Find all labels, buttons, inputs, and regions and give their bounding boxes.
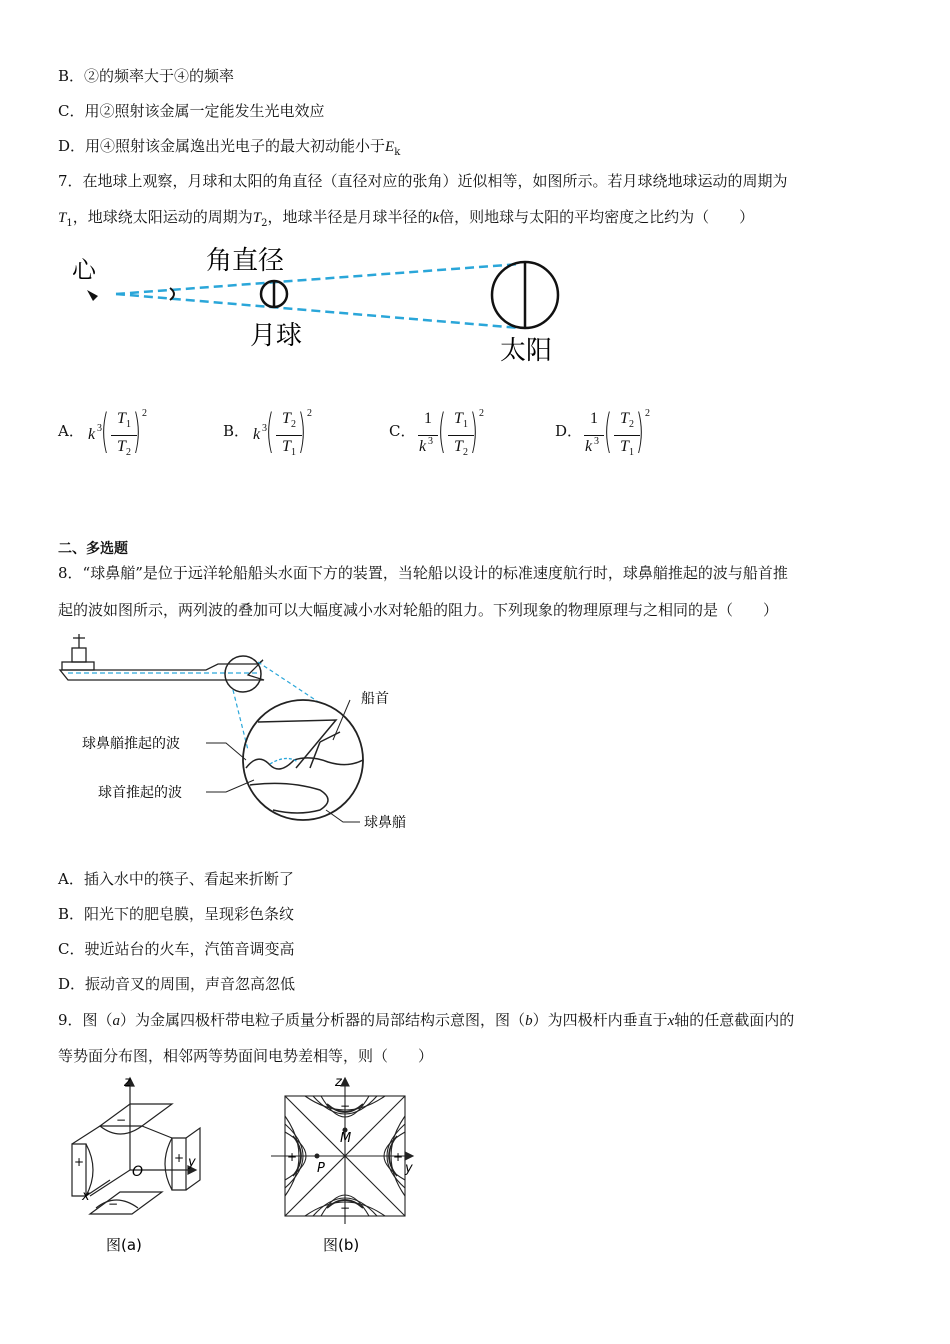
fig-a-y: y bbox=[188, 1155, 196, 1170]
q6-option-c: C．用②照射该金属一定能发生光电效应 bbox=[58, 102, 325, 120]
q7-option-a-label: A． bbox=[58, 422, 84, 440]
fig-a-caption: 图(a) bbox=[106, 1236, 142, 1254]
q7-b-lparen: ( bbox=[265, 404, 275, 458]
q7-mid1: ，地球绕太阳运动的周期为 bbox=[72, 208, 253, 226]
fig-a-z: z bbox=[124, 1075, 131, 1090]
zoom-circle-small bbox=[225, 656, 261, 692]
q7-a-rparen: ) bbox=[132, 404, 142, 458]
q9-text-d: 轴的任意截面内的 bbox=[674, 1011, 795, 1029]
q7-mid2: ，地球半径是月球半径的 bbox=[267, 208, 433, 226]
q9-text-c: ）为四极杆内垂直于 bbox=[532, 1011, 668, 1029]
leader-bulb bbox=[326, 810, 360, 822]
rod-top bbox=[100, 1104, 172, 1126]
fig-a-x: x bbox=[82, 1189, 90, 1204]
q7-d-lparen: ( bbox=[603, 404, 613, 458]
q9-var-x: x bbox=[667, 1013, 675, 1029]
q7-a-lparen: ( bbox=[100, 404, 110, 458]
q8-figure bbox=[58, 630, 438, 840]
q7-d-num: $T_2$ bbox=[620, 410, 634, 430]
q7-d-coef-exp: 3 bbox=[594, 436, 599, 447]
q7-option-b[interactable] bbox=[223, 404, 373, 470]
fig-b-plus-right: + bbox=[393, 1150, 404, 1164]
q7-a-exp: 2 bbox=[142, 408, 147, 419]
q7-a-den: $T_2$ bbox=[117, 438, 131, 458]
fig-a-minus-top: − bbox=[116, 1113, 127, 1127]
zoom-line-top bbox=[258, 662, 320, 703]
q7-d-den: $T_1$ bbox=[620, 438, 634, 458]
bow-edge bbox=[310, 732, 340, 768]
q6-option-b: B．②的频率大于④的频率 bbox=[58, 67, 235, 85]
q6-option-d bbox=[58, 136, 400, 163]
q7-b-den: $T_1$ bbox=[282, 438, 296, 458]
q7-b-coef-exp: 3 bbox=[262, 423, 267, 434]
q8-stem-line1: 8．“球鼻艏”是位于远洋轮船船头水面下方的装置，当轮船以设计的标准速度航行时，球鼻艏推起的波与船首推 bbox=[58, 564, 788, 582]
q9-var-b: b bbox=[525, 1013, 533, 1029]
eye-icon bbox=[87, 290, 98, 301]
q7-b-num: $T_2$ bbox=[282, 410, 296, 430]
q7-stem-line2 bbox=[58, 207, 754, 234]
fig-a-minus-bottom: − bbox=[108, 1197, 119, 1211]
q7-t2: T bbox=[252, 210, 262, 226]
sun-label: 太阳 bbox=[500, 336, 553, 366]
fig-a-plus-right: + bbox=[174, 1151, 185, 1165]
point-p bbox=[315, 1154, 320, 1159]
q8-option-d[interactable]: D．振动音叉的周围，声音忽高忽低 bbox=[58, 975, 296, 993]
q7-b-exp: 2 bbox=[307, 408, 312, 419]
q7-d-coef: k bbox=[585, 438, 593, 455]
q7-option-b-label: B． bbox=[223, 422, 250, 440]
fig-a-origin: O bbox=[132, 1164, 144, 1180]
q7-option-d[interactable] bbox=[555, 404, 705, 470]
q9-var-a: a bbox=[112, 1013, 121, 1029]
fig-b-minus-top: − bbox=[340, 1099, 351, 1113]
q7-options bbox=[58, 404, 758, 470]
q7-k: k bbox=[432, 210, 440, 226]
q7-a-coef-exp: 3 bbox=[97, 423, 102, 434]
bulb-shape bbox=[250, 783, 328, 813]
bulb-wave-label: 球鼻艏推起的波 bbox=[82, 736, 180, 752]
q7-c-coef-exp: 3 bbox=[428, 436, 433, 447]
q8-option-c[interactable]: C．驶近站台的火车，汽笛音调变高 bbox=[58, 940, 295, 958]
q8-option-a[interactable]: A．插入水中的筷子、看起来折断了 bbox=[58, 870, 294, 888]
q7-c-den: $T_2$ bbox=[454, 438, 468, 458]
q7-d-rparen: ) bbox=[635, 404, 645, 458]
q7-option-c[interactable] bbox=[389, 404, 539, 470]
q7-c-coef: k bbox=[419, 438, 427, 455]
q7-c-lparen: ( bbox=[437, 404, 447, 458]
q7-t1-sub: 1 bbox=[66, 218, 73, 229]
fig-a-plus-left: + bbox=[74, 1155, 85, 1169]
bow-label: 船首 bbox=[361, 691, 389, 707]
q7-a-coef: k bbox=[88, 426, 96, 443]
q9-figure-a bbox=[60, 1074, 210, 1264]
q7-option-a[interactable] bbox=[58, 404, 208, 470]
q8-option-b[interactable]: B．阳光下的肥皂膜，呈现彩色条纹 bbox=[58, 905, 295, 923]
q9-figure-b bbox=[265, 1074, 425, 1264]
fig-b-caption: 图(b) bbox=[323, 1236, 360, 1254]
q7-figure bbox=[60, 238, 580, 368]
bow-wave-label: 球首推起的波 bbox=[98, 785, 182, 801]
q7-option-d-label: D． bbox=[555, 422, 583, 440]
rod-bottom bbox=[90, 1192, 162, 1214]
q9-text-a: 9．图（ bbox=[58, 1011, 113, 1029]
q6-option-d-sub: k bbox=[394, 147, 401, 158]
q9-stem-line1 bbox=[58, 1010, 794, 1031]
q7-d-exp: 2 bbox=[645, 408, 650, 419]
q9-text-b: ）为金属四极杆带电粒子质量分析器的局部结构示意图，图（ bbox=[120, 1011, 526, 1029]
moon-label: 月球 bbox=[250, 321, 303, 351]
q7-end: 倍，则地球与太阳的平均密度之比约为（ ） bbox=[439, 208, 755, 226]
q7-c-coef-num: 1 bbox=[424, 410, 432, 427]
sightline-top bbox=[116, 264, 520, 294]
fig-b-minus-bottom: − bbox=[340, 1201, 351, 1215]
fig-b-m: M bbox=[340, 1131, 352, 1146]
q7-c-num: $T_1$ bbox=[454, 410, 468, 430]
fig-b-plus-left: + bbox=[287, 1150, 298, 1164]
sightline-bottom bbox=[116, 294, 520, 328]
q7-b-rparen: ) bbox=[297, 404, 307, 458]
ship-icon bbox=[60, 634, 264, 680]
section-title-multiple-choice: 二、多选题 bbox=[58, 541, 128, 557]
q7-c-exp: 2 bbox=[479, 408, 484, 419]
q7-c-rparen: ) bbox=[469, 404, 479, 458]
fig-b-y: y bbox=[405, 1161, 413, 1176]
q7-option-c-label: C． bbox=[389, 422, 416, 440]
q7-d-coef-num: 1 bbox=[590, 410, 598, 427]
q8-stem-line2: 起的波如图所示，两列波的叠加可以大幅度减小水对轮船的阻力。下列现象的物理原理与之相同的是（ ） bbox=[58, 601, 779, 619]
q6-option-d-var: E bbox=[385, 139, 395, 155]
leader-bulb-wave bbox=[206, 743, 246, 760]
fig-b-p: P bbox=[317, 1161, 325, 1176]
q7-t1: T bbox=[58, 210, 67, 226]
q7-stem-line1: 7．在地球上观察，月球和太阳的角直径（直径对应的张角）近似相等，如图所示。若月球绕地球运动的周期为 bbox=[58, 172, 788, 190]
bulb-wave bbox=[246, 758, 363, 769]
q7-t2-sub: 2 bbox=[261, 218, 268, 229]
q6-option-d-text: D．用④照射该金属逸出光电子的最大初动能小于 bbox=[58, 137, 386, 155]
q7-a-num: $T_1$ bbox=[117, 410, 131, 430]
fig-b-z: z bbox=[335, 1075, 342, 1090]
angle-diameter-label: 角直径 bbox=[206, 246, 285, 276]
bulb-label: 球鼻艏 bbox=[364, 815, 406, 831]
q9-stem-line2: 等势面分布图，相邻两等势面间电势差相等，则（ ） bbox=[58, 1047, 434, 1065]
eye-label: 心 bbox=[72, 256, 96, 284]
q7-b-coef: k bbox=[253, 426, 261, 443]
